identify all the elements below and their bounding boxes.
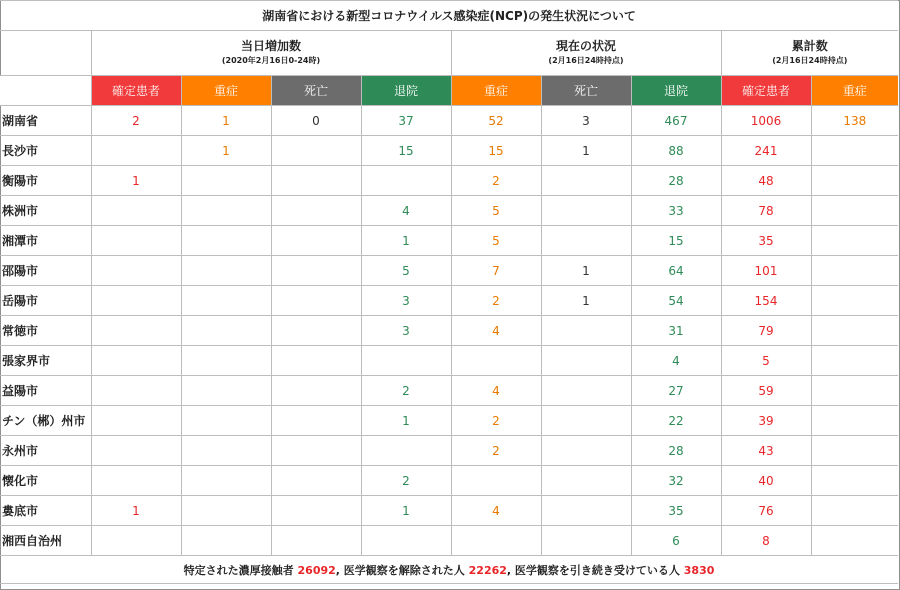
total-severe-cell	[811, 256, 898, 286]
current-discharged-cell: 4	[631, 346, 721, 376]
daily-death-cell	[271, 526, 361, 556]
current-death-cell	[541, 466, 631, 496]
daily-death-cell: 0	[271, 106, 361, 136]
group-name: 当日増加数	[240, 39, 301, 53]
daily-death-cell	[271, 346, 361, 376]
current-discharged-cell: 28	[631, 436, 721, 466]
daily-discharged-cell: 3	[361, 316, 451, 346]
daily-severe-cell	[181, 316, 271, 346]
daily-confirmed-cell: 2	[91, 106, 181, 136]
current-discharged-cell: 32	[631, 466, 721, 496]
total-severe-cell	[811, 436, 898, 466]
total-severe-cell	[811, 286, 898, 316]
region-name: 永州市	[0, 436, 91, 466]
current-severe-cell: 2	[451, 406, 541, 436]
total-confirmed-cell: 39	[721, 406, 811, 436]
total-confirmed-cell: 1006	[721, 106, 811, 136]
daily-confirmed-cell	[91, 406, 181, 436]
daily-discharged-cell	[361, 346, 451, 376]
current-discharged-cell: 467	[631, 106, 721, 136]
current-discharged-cell: 88	[631, 136, 721, 166]
daily-discharged-cell: 1	[361, 406, 451, 436]
daily-severe-cell	[181, 226, 271, 256]
total-severe-cell	[811, 526, 898, 556]
corner-cell	[0, 31, 91, 76]
header-confirmed: 確定患者	[721, 76, 811, 106]
region-name: 衡陽市	[0, 166, 91, 196]
current-death-cell	[541, 346, 631, 376]
daily-discharged-cell: 4	[361, 196, 451, 226]
total-severe-cell	[811, 226, 898, 256]
header-severe: 重症	[451, 76, 541, 106]
daily-discharged-cell: 3	[361, 286, 451, 316]
header-discharged: 退院	[361, 76, 451, 106]
daily-severe-cell	[181, 436, 271, 466]
group-name: 現在の状況	[555, 39, 616, 53]
group-subtitle: (2月16日24時持点)	[548, 56, 624, 65]
current-death-cell	[541, 196, 631, 226]
table-row	[0, 256, 898, 286]
daily-discharged-cell: 2	[361, 466, 451, 496]
group-cumulative	[721, 31, 898, 76]
group-subtitle: (2020年2月16日0-24時)	[221, 56, 321, 65]
total-severe-cell	[811, 376, 898, 406]
table-row	[0, 226, 898, 256]
table-row	[0, 496, 898, 526]
current-death-cell	[541, 406, 631, 436]
current-severe-cell	[451, 466, 541, 496]
daily-death-cell	[271, 226, 361, 256]
group-subtitle: (2月16日24時持点)	[772, 56, 848, 65]
header-region-blank	[0, 76, 91, 106]
table-row	[0, 406, 898, 436]
group-name: 累計数	[791, 39, 828, 53]
current-severe-cell: 2	[451, 286, 541, 316]
under-observation-count: 3830	[683, 563, 715, 577]
current-death-cell	[541, 526, 631, 556]
current-discharged-cell: 54	[631, 286, 721, 316]
header-death: 死亡	[541, 76, 631, 106]
header-death: 死亡	[271, 76, 361, 106]
current-severe-cell: 2	[451, 436, 541, 466]
current-death-cell	[541, 226, 631, 256]
current-discharged-cell: 35	[631, 496, 721, 526]
daily-death-cell	[271, 166, 361, 196]
daily-death-cell	[271, 466, 361, 496]
daily-death-cell	[271, 316, 361, 346]
current-discharged-cell: 31	[631, 316, 721, 346]
total-confirmed-cell: 76	[721, 496, 811, 526]
table-row	[0, 106, 898, 136]
total-confirmed-cell: 78	[721, 196, 811, 226]
daily-death-cell	[271, 286, 361, 316]
total-severe-cell	[811, 346, 898, 376]
region-name: 湘潭市	[0, 226, 91, 256]
header-severe: 重症	[811, 76, 898, 106]
footer-text: , 医学観察を引き続き受けている人	[506, 563, 684, 577]
current-death-cell	[541, 376, 631, 406]
current-severe-cell: 15	[451, 136, 541, 166]
current-death-cell: 3	[541, 106, 631, 136]
daily-discharged-cell: 37	[361, 106, 451, 136]
current-death-cell: 1	[541, 256, 631, 286]
close-contacts-count: 26092	[297, 563, 336, 577]
total-confirmed-cell: 40	[721, 466, 811, 496]
header-discharged: 退院	[631, 76, 721, 106]
region-name: 常徳市	[0, 316, 91, 346]
region-name: 岳陽市	[0, 286, 91, 316]
daily-severe-cell	[181, 256, 271, 286]
total-severe-cell	[811, 136, 898, 166]
current-discharged-cell: 22	[631, 406, 721, 436]
region-name: 益陽市	[0, 376, 91, 406]
daily-discharged-cell: 1	[361, 496, 451, 526]
total-confirmed-cell: 43	[721, 436, 811, 466]
daily-discharged-cell	[361, 526, 451, 556]
region-name: 婁底市	[0, 496, 91, 526]
daily-severe-cell	[181, 526, 271, 556]
current-discharged-cell: 6	[631, 526, 721, 556]
table-row	[0, 436, 898, 466]
daily-discharged-cell: 2	[361, 376, 451, 406]
table-row	[0, 526, 898, 556]
table-row	[0, 286, 898, 316]
page-title: 湖南省における新型コロナウイルス感染症(NCP)の発生状況について	[0, 1, 898, 31]
current-death-cell	[541, 436, 631, 466]
total-severe-cell	[811, 406, 898, 436]
current-death-cell: 1	[541, 136, 631, 166]
current-discharged-cell: 27	[631, 376, 721, 406]
released-observation-count: 22262	[468, 563, 507, 577]
current-severe-cell: 7	[451, 256, 541, 286]
daily-death-cell	[271, 496, 361, 526]
daily-death-cell	[271, 136, 361, 166]
daily-death-cell	[271, 376, 361, 406]
total-confirmed-cell: 8	[721, 526, 811, 556]
current-severe-cell: 5	[451, 196, 541, 226]
region-name: 株洲市	[0, 196, 91, 226]
daily-death-cell	[271, 436, 361, 466]
daily-discharged-cell: 15	[361, 136, 451, 166]
current-discharged-cell: 15	[631, 226, 721, 256]
daily-confirmed-cell	[91, 226, 181, 256]
current-discharged-cell: 28	[631, 166, 721, 196]
current-severe-cell	[451, 526, 541, 556]
daily-discharged-cell	[361, 166, 451, 196]
daily-confirmed-cell	[91, 316, 181, 346]
table-row	[0, 316, 898, 346]
daily-confirmed-cell	[91, 376, 181, 406]
total-confirmed-cell: 59	[721, 376, 811, 406]
total-confirmed-cell: 154	[721, 286, 811, 316]
daily-severe-cell	[181, 466, 271, 496]
region-name: 邵陽市	[0, 256, 91, 286]
current-death-cell	[541, 496, 631, 526]
daily-discharged-cell: 5	[361, 256, 451, 286]
daily-severe-cell	[181, 346, 271, 376]
table-row	[0, 136, 898, 166]
current-severe-cell: 4	[451, 316, 541, 346]
daily-severe-cell	[181, 376, 271, 406]
total-severe-cell: 138	[811, 106, 898, 136]
region-name: 長沙市	[0, 136, 91, 166]
total-severe-cell	[811, 316, 898, 346]
header-confirmed: 確定患者	[91, 76, 181, 106]
current-death-cell	[541, 316, 631, 346]
table-row	[0, 466, 898, 496]
daily-discharged-cell	[361, 436, 451, 466]
daily-severe-cell	[181, 196, 271, 226]
current-discharged-cell: 64	[631, 256, 721, 286]
daily-confirmed-cell	[91, 136, 181, 166]
total-confirmed-cell: 48	[721, 166, 811, 196]
current-discharged-cell: 33	[631, 196, 721, 226]
daily-death-cell	[271, 406, 361, 436]
table-row	[0, 346, 898, 376]
total-severe-cell	[811, 466, 898, 496]
daily-severe-cell	[181, 406, 271, 436]
daily-confirmed-cell	[91, 196, 181, 226]
daily-death-cell	[271, 196, 361, 226]
current-severe-cell: 5	[451, 226, 541, 256]
total-confirmed-cell: 35	[721, 226, 811, 256]
current-death-cell: 1	[541, 286, 631, 316]
current-severe-cell	[451, 346, 541, 376]
footer-text: 特定された濃厚接触者	[183, 563, 298, 577]
table-row	[0, 196, 898, 226]
total-confirmed-cell: 101	[721, 256, 811, 286]
region-name: 張家界市	[0, 346, 91, 376]
total-confirmed-cell: 5	[721, 346, 811, 376]
daily-severe-cell: 1	[181, 136, 271, 166]
current-severe-cell: 2	[451, 166, 541, 196]
daily-severe-cell	[181, 166, 271, 196]
current-severe-cell: 52	[451, 106, 541, 136]
group-daily-increase	[91, 31, 451, 76]
daily-confirmed-cell	[91, 466, 181, 496]
region-name: チン（郴）州市	[0, 406, 91, 436]
daily-confirmed-cell	[91, 346, 181, 376]
total-severe-cell	[811, 196, 898, 226]
daily-confirmed-cell	[91, 286, 181, 316]
daily-severe-cell	[181, 496, 271, 526]
current-death-cell	[541, 166, 631, 196]
total-severe-cell	[811, 496, 898, 526]
footer-summary	[0, 556, 898, 584]
total-confirmed-cell: 241	[721, 136, 811, 166]
current-severe-cell: 4	[451, 376, 541, 406]
total-confirmed-cell: 79	[721, 316, 811, 346]
daily-death-cell	[271, 256, 361, 286]
table-row	[0, 166, 898, 196]
table-row	[0, 376, 898, 406]
daily-confirmed-cell	[91, 256, 181, 286]
group-current-status	[451, 31, 721, 76]
header-severe: 重症	[181, 76, 271, 106]
region-name: 湘西自治州	[0, 526, 91, 556]
daily-severe-cell	[181, 286, 271, 316]
daily-severe-cell: 1	[181, 106, 271, 136]
region-name: 湖南省	[0, 106, 91, 136]
daily-discharged-cell: 1	[361, 226, 451, 256]
daily-confirmed-cell	[91, 436, 181, 466]
current-severe-cell: 4	[451, 496, 541, 526]
daily-confirmed-cell: 1	[91, 496, 181, 526]
region-name: 懐化市	[0, 466, 91, 496]
total-severe-cell	[811, 166, 898, 196]
footer-text: , 医学観察を解除された人	[335, 563, 469, 577]
daily-confirmed-cell	[91, 526, 181, 556]
daily-confirmed-cell: 1	[91, 166, 181, 196]
